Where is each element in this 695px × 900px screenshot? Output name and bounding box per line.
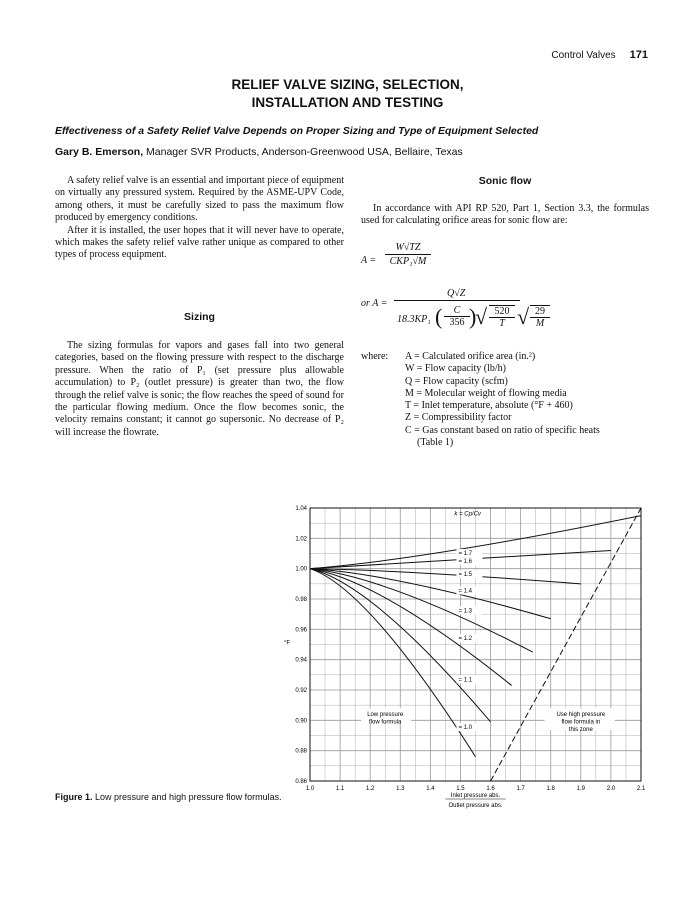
eq2-den-coef: 18.3KP₁ [397, 314, 431, 325]
where-item: Q = Flow capacity (scfm) [405, 375, 508, 387]
curve-label: = 1.0 [458, 725, 472, 732]
x-tick-label: 1.8 [546, 786, 555, 792]
where-item: M = Molecular weight of flowing media [405, 387, 567, 399]
article-title [0, 76, 695, 112]
eq1-denominator: CKP₁√M [389, 256, 427, 267]
x-tick-label: 2.1 [636, 786, 646, 792]
x-tick-label: 2.0 [606, 786, 616, 792]
x-tick-label: 1.7 [516, 786, 525, 792]
y-tick-label: 0.90 [295, 718, 307, 725]
curve-label: = 1.2 [458, 636, 472, 643]
y-tick-label: 1.04 [295, 506, 307, 512]
header-section: Control Valves [551, 50, 616, 61]
where-item: W = Flow capacity (lb/h) [405, 363, 506, 375]
curve-label: = 1.6 [458, 559, 472, 566]
x-axis-label: Inlet pressure abs. [450, 793, 501, 799]
chart-grid [310, 508, 641, 781]
k-label: k = Cp/Cv [454, 511, 481, 518]
where-item: (Table 1) [417, 437, 454, 449]
y-tick-label: 0.92 [295, 688, 307, 694]
running-header [551, 49, 648, 61]
sizing-text [55, 340, 344, 439]
k-curve [310, 569, 476, 757]
y-tick-label: 0.98 [295, 597, 307, 603]
sizing-paragraph: The sizing formulas for vapors and gases fall into two general categories, based on the flowing pressure with respect to the discharge pressure. When the ratio of P₁ (set pressure plus allowable accumulation) to P₂ (outlet pressure) is greater than two, the flow through the relief valve is sonic; the flow reaches the speed of sound for the particular flowing medium. Once the flow becomes sonic, the velocity remains constant; it cannot go supersonic. No decrease of P₂ will increase the flowrate. [55, 340, 344, 438]
x-tick-label: 1.6 [486, 786, 495, 792]
page-number: 171 [629, 49, 648, 61]
sonic-text [361, 203, 649, 228]
caption-label: Figure 1. [55, 792, 93, 802]
intro-paragraph-2: After it is installed, the user hopes that it will never have to operate, which makes the safety relief valve rather unique as compared to other types of process equipment. [55, 224, 344, 261]
y-tick-label: 0.96 [295, 627, 307, 634]
where-item: T = Inlet temperature, absolute (°F + 460) [405, 400, 573, 412]
eq2-paren: ( [435, 304, 443, 329]
sonic-heading: Sonic flow [478, 175, 532, 187]
author-affiliation: Manager SVR Products, Anderson-Greenwood USA, Bellaire, Texas [143, 146, 463, 158]
figure-caption [55, 792, 285, 803]
intro-text [55, 175, 344, 262]
x-tick-label: 1.5 [456, 786, 465, 792]
caption-text: Low pressure and high pressure flow formulas. [92, 792, 282, 802]
y-tick-label: 0.94 [295, 657, 307, 664]
title-line-1: RELIEF VALVE SIZING, SELECTION, [231, 77, 464, 92]
where-item: A = Calculated orifice area (in.²) [405, 351, 536, 362]
curve-label: = 1.4 [458, 588, 472, 595]
where-label: where: [361, 351, 389, 362]
eq2-numerator: Q√Z [447, 288, 466, 299]
x-tick-label: 1.3 [396, 786, 405, 792]
eq2-c-den: 356 [449, 317, 465, 328]
x-tick-label: 1.4 [426, 786, 435, 792]
x-axis-label-denominator: Outlet pressure abs. [448, 803, 503, 809]
y-tick-label: 0.88 [295, 748, 307, 755]
eq1-lhs: A = [361, 255, 377, 266]
article-subtitle: Effectiveness of a Safety Relief Valve Depends on Proper Sizing and Type of Equipment Selected [55, 125, 539, 137]
eq2-m-den: M [535, 318, 545, 329]
y-tick-label: 1.00 [295, 566, 307, 573]
eq2-t-num: 520 [489, 306, 515, 318]
sonic-paragraph: In accordance with API RP 520, Part 1, Section 3.3, the formulas used for calculating orifice areas for sonic flow are: [361, 203, 649, 227]
curve-label: = 1.3 [458, 608, 472, 615]
sizing-heading: Sizing [184, 311, 215, 323]
flow-formula-chart [270, 500, 660, 820]
y-tick-label: 0.86 [295, 779, 307, 785]
where-item: Z = Compressibility factor [405, 412, 512, 424]
eq2-c: C [444, 305, 470, 317]
eq1-numerator: W√TZ [385, 242, 431, 255]
low-annotation-line1: Low pressure [367, 711, 404, 718]
eq2-t-den: T [499, 318, 505, 329]
y-tick-label: 1.02 [295, 536, 307, 543]
eq2-sqrt-m: √ [517, 304, 530, 329]
x-tick-label: 1.1 [335, 786, 345, 792]
x-tick-label: 1.0 [305, 786, 315, 792]
curve-label: = 1.1 [458, 677, 472, 684]
where-item: C = Gas constant based on ratio of specific heats [405, 424, 600, 436]
title-line-2: INSTALLATION AND TESTING [251, 95, 444, 110]
author-line [55, 146, 463, 158]
eq2-prefix: or A = [361, 298, 388, 309]
low-annotation-line2: flow formula [369, 719, 402, 726]
high-annotation-line1: Use high pressure [556, 711, 606, 718]
high-annotation-line3: this zone [568, 726, 593, 733]
y-axis-label: °F [284, 640, 291, 647]
eq2-m-num: 29 [530, 306, 550, 318]
x-tick-label: 1.2 [366, 786, 375, 792]
curve-label: = 1.5 [458, 572, 472, 579]
x-tick-label: 1.9 [576, 786, 585, 792]
k-curve [310, 569, 533, 652]
eq2-sqrt-t: √ [475, 304, 488, 329]
author-name: Gary B. Emerson, [55, 146, 144, 158]
curve-label: = 1.7 [458, 551, 472, 558]
eq2-paren-close: ) [469, 304, 477, 329]
variable-definitions [361, 351, 600, 449]
intro-paragraph-1: A safety relief valve is an essential and important piece of equipment on virtually any pressured system. Required by the ASME-UPV Code, among others, it must be carefully sized to pass the maximum flow produced by emergency conditions. [55, 175, 344, 224]
high-annotation-line2: flow formula in [561, 719, 601, 726]
